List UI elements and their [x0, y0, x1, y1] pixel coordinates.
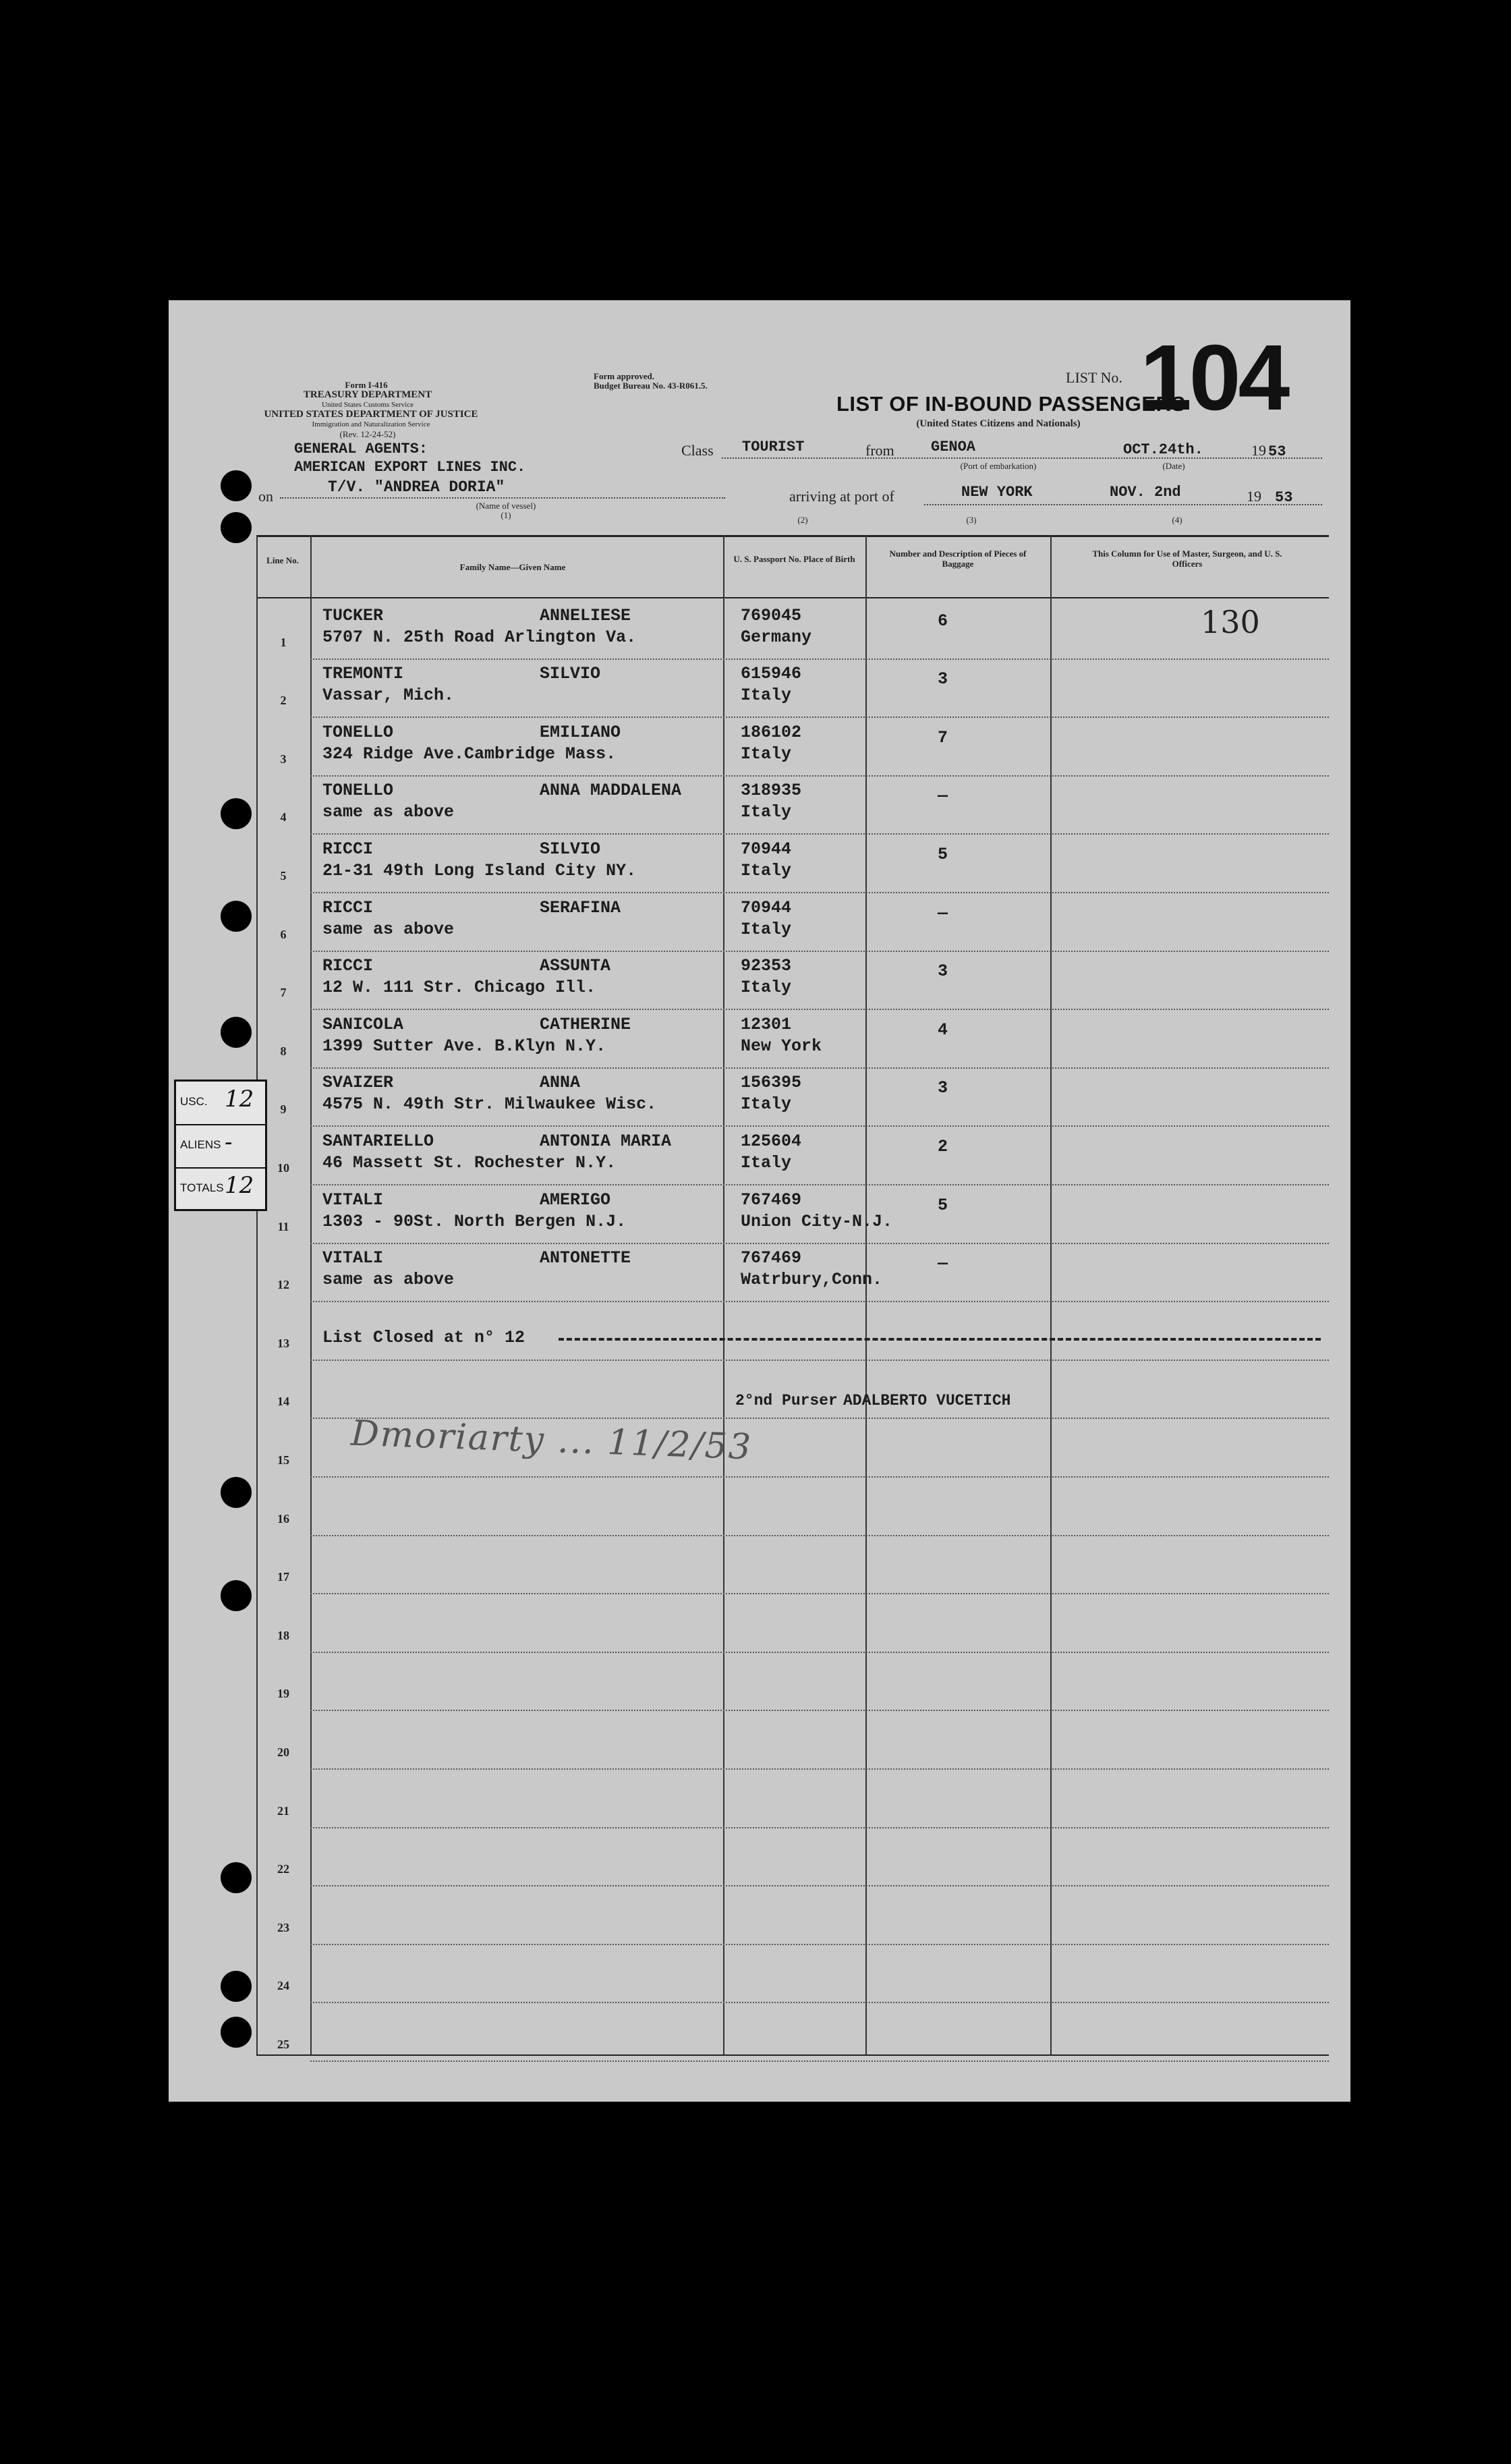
family-name: VITALI: [322, 1189, 384, 1210]
passport-number: 125604: [741, 1131, 802, 1151]
family-name: RICCI: [322, 897, 374, 918]
signature: Dmoriarty ... 11/2/53: [350, 1413, 753, 1468]
address: 46 Massett St. Rochester N.Y.: [322, 1153, 617, 1173]
row-rule: [310, 1360, 1329, 1361]
baggage-count: 3: [938, 961, 948, 982]
arrival-year: 53: [1275, 489, 1293, 506]
address: 21-31 49th Long Island City NY.: [322, 861, 637, 880]
line-number: 20: [277, 1745, 289, 1759]
place-of-birth: Italy: [741, 802, 792, 822]
purser-name: ADALBERTO VUCETICH: [843, 1392, 1011, 1409]
line-number: 4: [280, 810, 287, 824]
row-rule: [310, 951, 1329, 952]
family-name: TONELLO: [322, 781, 394, 801]
row-rule: [310, 2061, 1329, 2062]
punch-hole: [221, 798, 252, 829]
line-number: 11: [277, 1219, 289, 1233]
row-rule: [310, 1652, 1329, 1653]
passport-number: 767469: [741, 1189, 802, 1210]
family-name: RICCI: [322, 839, 374, 859]
vessel-name: T/V. "ANDREA DORIA": [328, 478, 505, 496]
line-number: 25: [277, 2038, 289, 2051]
list-number: 104: [1140, 326, 1288, 430]
line-number: 6: [280, 927, 287, 941]
form-approved: Form approved.: [594, 371, 655, 381]
row-rule: [310, 659, 1329, 660]
place-of-birth: Union City-N.J.: [741, 1211, 893, 1231]
manifest-page: [169, 300, 1350, 2102]
place-of-birth: Italy: [741, 1153, 792, 1173]
place-of-birth: Watrbury,Conn.: [741, 1270, 883, 1290]
form-number: Form I-416: [345, 380, 388, 390]
baggage-count: —: [938, 903, 948, 923]
arriving-underline: [924, 504, 1322, 505]
row-rule: [310, 833, 1329, 835]
departure-year: 53: [1268, 443, 1286, 460]
given-name: EMILIANO: [540, 722, 621, 742]
justice-dept: UNITED STATES DEPARTMENT OF JUSTICE: [264, 409, 478, 420]
caption-3: (3): [966, 515, 977, 525]
caption-4: (4): [1172, 515, 1182, 525]
line-number: 22: [277, 1862, 289, 1876]
col-divider: [256, 535, 258, 2054]
passport-number: 615946: [741, 664, 802, 684]
family-name: SANTARIELLO: [322, 1131, 434, 1151]
arriving-port: NEW YORK: [961, 484, 1033, 501]
manifest-subtitle: (United States Citizens and Nationals): [916, 418, 1081, 429]
baggage-count: 2: [938, 1137, 948, 1156]
baggage-count: 3: [938, 1078, 948, 1098]
line-number: 9: [280, 1102, 287, 1117]
line-number: 2: [280, 694, 287, 708]
address: Vassar, Mich.: [322, 685, 455, 706]
line-number: 8: [280, 1044, 287, 1058]
row-rule: [310, 1710, 1329, 1711]
row-rule: [310, 1301, 1329, 1302]
table-bottom-rule: [256, 2054, 1329, 2056]
given-name: ANTONETTE: [540, 1248, 631, 1268]
manifest-title: LIST OF IN-BOUND PASSENGERS: [836, 392, 1186, 416]
col-header-line-no: Line No.: [266, 555, 299, 565]
list-closed: List Closed at n° 12: [322, 1328, 525, 1347]
line-number: 24: [277, 1979, 289, 1993]
line-number: 7: [280, 986, 287, 1000]
row-rule: [310, 1184, 1329, 1185]
punch-hole: [221, 901, 252, 932]
punch-hole: [221, 1017, 252, 1048]
line-number: 5: [280, 869, 287, 883]
passport-number: 70944: [741, 839, 792, 859]
col-header-officers: This Column for Use of Master, Surgeon, and U. S. Officers: [1092, 549, 1282, 569]
row-rule: [310, 775, 1329, 777]
passport-number: 12301: [741, 1014, 792, 1034]
col-header-baggage: Number and Description of Pieces of Baggage: [889, 549, 1027, 569]
address: 324 Ridge Ave.Cambridge Mass.: [322, 744, 617, 764]
row-rule: [310, 1768, 1329, 1770]
baggage-count: —: [938, 1254, 948, 1274]
row-rule: [310, 2002, 1329, 2003]
passport-number: 318935: [741, 781, 802, 801]
line-number: 13: [277, 1336, 289, 1350]
row-rule: [310, 1009, 1329, 1010]
given-name: SERAFINA: [540, 897, 621, 918]
row-rule: [310, 1944, 1329, 1945]
line-number: 10: [277, 1161, 289, 1175]
given-name: ANNELIESE: [540, 605, 631, 625]
row-rule: [310, 717, 1329, 718]
baggage-count: 4: [938, 1019, 948, 1040]
baggage-count: —: [938, 786, 948, 806]
given-name: SILVIO: [540, 839, 601, 859]
aliens-label: ALIENS: [180, 1138, 221, 1151]
baggage-count: 5: [938, 845, 948, 864]
count-stamp: [174, 1080, 267, 1211]
totals-value: 12: [225, 1172, 254, 1199]
table-top-rule: [256, 535, 1329, 537]
passport-number: 70944: [741, 897, 792, 918]
given-name: AMERIGO: [540, 1189, 611, 1210]
place-of-birth: New York: [741, 1036, 822, 1056]
line-number: 16: [277, 1511, 289, 1525]
closing-dash-line: [559, 1338, 1321, 1341]
row-rule: [310, 1885, 1329, 1886]
address: 5707 N. 25th Road Arlington Va.: [322, 627, 637, 647]
passport-number: 769045: [741, 605, 802, 625]
punch-hole: [221, 1862, 252, 1893]
list-no-label: LIST No.: [1066, 369, 1122, 386]
class-underline: [722, 457, 1322, 459]
arrival-date: NOV. 2nd: [1110, 484, 1181, 501]
given-name: ANTONIA MARIA: [540, 1131, 672, 1151]
punch-hole: [221, 470, 252, 501]
departure-year-prefix: 19: [1251, 442, 1266, 459]
budget-bureau: Budget Bureau No. 43-R061.5.: [594, 381, 708, 391]
ins-service: Immigration and Naturalization Service: [312, 420, 430, 428]
place-of-birth: Italy: [741, 685, 792, 706]
row-rule: [310, 892, 1329, 893]
col-header-passport: U. S. Passport No. Place of Birth: [733, 554, 855, 564]
col-header-name: Family Name—Given Name: [459, 562, 566, 572]
arrival-year-prefix: 19: [1247, 488, 1261, 505]
place-of-birth: Italy: [741, 861, 792, 880]
place-of-birth: Italy: [741, 919, 792, 939]
family-name: RICCI: [322, 956, 374, 976]
from-value: GENOA: [931, 439, 976, 455]
line-number: 15: [277, 1453, 289, 1467]
family-name: VITALI: [322, 1248, 384, 1268]
usc-label: USC.: [180, 1095, 208, 1108]
place-of-birth: Italy: [741, 744, 792, 764]
address: 4575 N. 49th Str. Milwaukee Wisc.: [322, 1094, 657, 1115]
family-name: TUCKER: [322, 605, 384, 625]
row-rule: [310, 1476, 1329, 1478]
given-name: ANNA: [540, 1073, 581, 1093]
address: same as above: [322, 919, 455, 939]
date-caption: (Date): [1162, 461, 1185, 471]
general-agents: GENERAL AGENTS:: [294, 441, 428, 457]
arriving-label: arriving at port of: [789, 488, 894, 505]
purser-label: 2°nd Purser: [735, 1392, 838, 1409]
punch-hole: [221, 1580, 252, 1611]
passport-number: 767469: [741, 1248, 802, 1268]
family-name: SANICOLA: [322, 1014, 404, 1034]
address: same as above: [322, 1270, 455, 1290]
vessel-caption: (Name of vessel): [476, 501, 536, 511]
on-label: on: [258, 488, 273, 505]
treasury-dept: TREASURY DEPARTMENT: [303, 389, 432, 400]
baggage-count: 6: [938, 611, 948, 631]
given-name: ASSUNTA: [540, 956, 611, 976]
given-name: CATHERINE: [540, 1014, 631, 1034]
class-value: TOURIST: [742, 439, 805, 455]
family-name: SVAIZER: [322, 1073, 394, 1093]
line-number: 17: [277, 1570, 289, 1584]
vessel-underline: [280, 497, 725, 499]
from-label: from: [865, 442, 894, 459]
row-rule: [310, 1593, 1329, 1594]
line-number: 19: [277, 1687, 289, 1701]
address: 1399 Sutter Ave. B.Klyn N.Y.: [322, 1036, 606, 1056]
line-number: 1: [280, 635, 287, 649]
baggage-count: 5: [938, 1195, 948, 1215]
agent-name: AMERICAN EXPORT LINES INC.: [294, 459, 526, 476]
row-rule: [310, 1125, 1329, 1127]
punch-hole: [221, 1477, 252, 1508]
departure-date: OCT.24th.: [1123, 441, 1203, 458]
row-rule: [310, 1535, 1329, 1536]
table-header-rule: [256, 597, 1329, 598]
baggage-count: 3: [938, 669, 948, 690]
row-rule: [310, 1067, 1329, 1069]
line-number: 21: [277, 1803, 289, 1818]
passport-number: 156395: [741, 1073, 802, 1093]
form-revision: (Rev. 12-24-52): [339, 429, 396, 439]
punch-hole: [221, 1971, 252, 2002]
usc-value: 12: [225, 1086, 254, 1113]
given-name: SILVIO: [540, 664, 601, 684]
punch-hole: [221, 512, 252, 543]
address: 1303 - 90St. North Bergen N.J.: [322, 1211, 627, 1231]
line-number: 18: [277, 1628, 289, 1642]
line-number: 14: [277, 1395, 289, 1409]
officer-note: 130: [1201, 604, 1260, 640]
punch-hole: [221, 2017, 252, 2048]
baggage-count: 7: [938, 727, 948, 748]
totals-label: TOTALS: [180, 1181, 224, 1194]
passport-number: 186102: [741, 722, 802, 742]
family-name: TONELLO: [322, 722, 394, 742]
caption-2: (2): [797, 515, 808, 525]
given-name: ANNA MADDALENA: [540, 781, 682, 801]
aliens-value: -: [225, 1129, 233, 1156]
row-rule: [310, 1827, 1329, 1828]
vessel-caption-num: (1): [501, 510, 511, 520]
place-of-birth: Italy: [741, 978, 792, 998]
customs-service: United States Customs Service: [322, 401, 414, 409]
passport-number: 92353: [741, 956, 792, 976]
line-number: 3: [280, 752, 287, 766]
embark-caption: (Port of embarkation): [960, 461, 1037, 471]
place-of-birth: Germany: [741, 627, 812, 647]
address: 12 W. 111 Str. Chicago Ill.: [322, 978, 596, 998]
place-of-birth: Italy: [741, 1094, 792, 1115]
family-name: TREMONTI: [322, 664, 404, 684]
row-rule: [310, 1243, 1329, 1244]
class-label: Class: [681, 442, 714, 459]
line-number: 23: [277, 1920, 289, 1934]
line-number: 12: [277, 1278, 289, 1292]
address: same as above: [322, 802, 455, 822]
